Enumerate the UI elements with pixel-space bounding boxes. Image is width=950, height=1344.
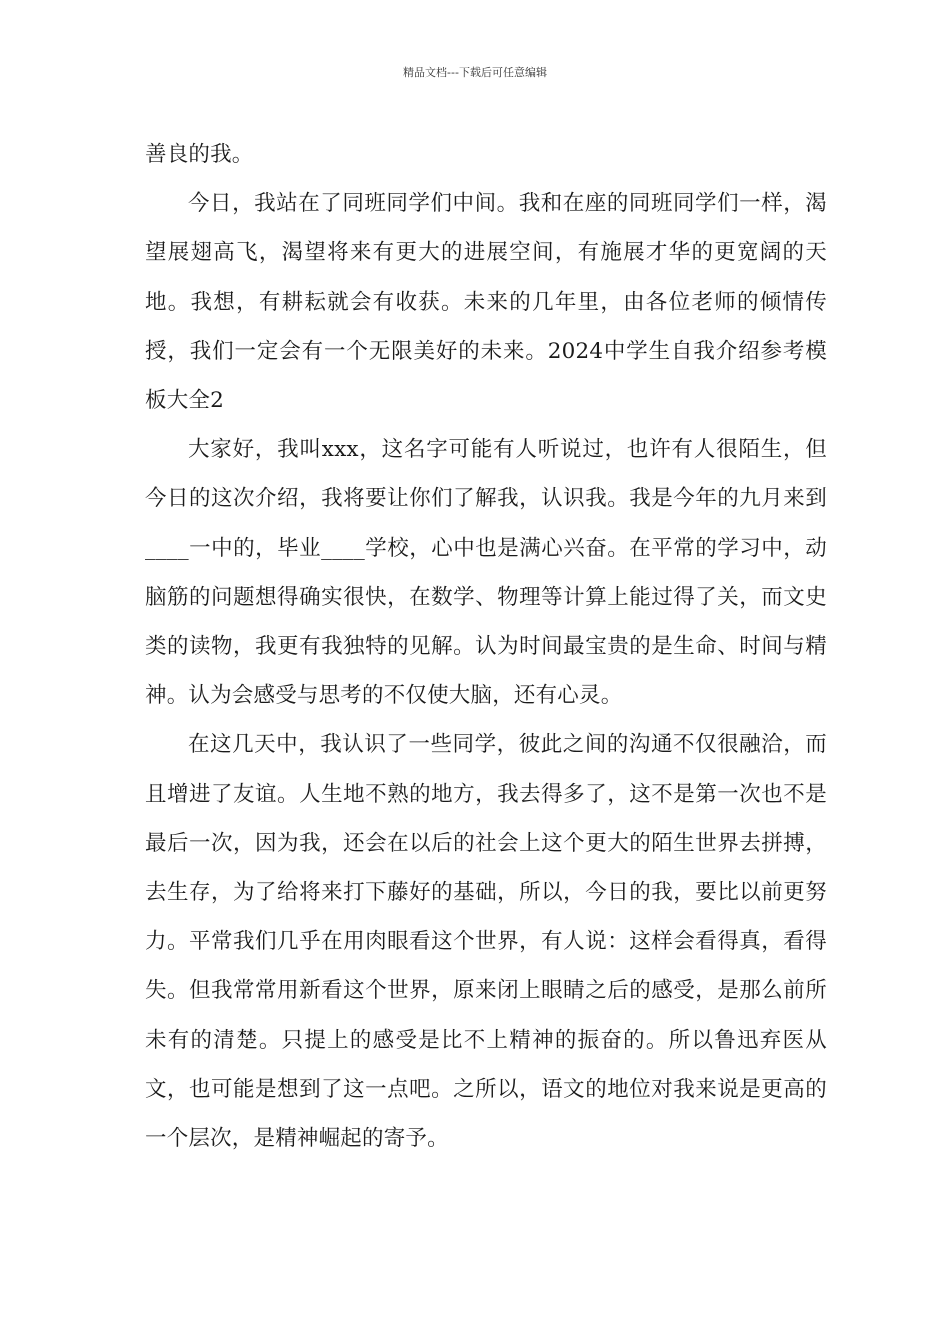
paragraph-4: 在这几天中，我认识了一些同学，彼此之间的沟通不仅很融洽，而且增进了友谊。人生地不熟的地方，我去得多了，这不是第一次也不是最后一次，因为我，还会在以后的社会上这个更大的陌生世界去拼搏，去生存，为了给将来打下藤好的基础，所以，今日的我，要比以前更努力。平常我们几乎在用肉眼看这个世界，有人说：这样会看得真，看得失。但我常常用新看这个世界，原来闭上眼睛之后的感受，是那么前所未有的清楚。只提上的感受是比不上精神的振奋的。所以鲁迅弃医从文，也可能是想到了这一点吧。之所以，语文的地位对我来说是更高的一个层次，是精神崛起的寄予。 (145, 732, 827, 1152)
page-header: 精品文档---下载后可任意编辑 (403, 66, 547, 79)
paragraph-1: 善良的我。 (145, 142, 254, 167)
paragraph-2: 今日，我站在了同班同学们中间。我和在座的同班同学们一样，渴望展翅高飞，渴望将来有更大的进展空间，有施展才华的更宽阔的天地。我想，有耕耘就会有收获。未来的几年里，由各位老师的倾情传授，我们一定会有一个无限美好的未来。2024中学生自我介绍参考模板大全2 (145, 191, 827, 414)
document-body (145, 130, 827, 1163)
paragraph-3: 大家好，我叫xxx，这名字可能有人听说过，也许有人很陌生，但今日的这次介绍，我将要让你们了解我，认识我。我是今年的九月来到____一中的，毕业____学校，心中也是满心兴奋。在平常的学习中，动脑筋的问题想得确实很快，在数学、物理等计算上能过得了关，而文史类的读物，我更有我独特的见解。认为时间最宝贵的是生命、时间与精神。认为会感受与思考的不仅使大脑，还有心灵。 (145, 437, 827, 709)
